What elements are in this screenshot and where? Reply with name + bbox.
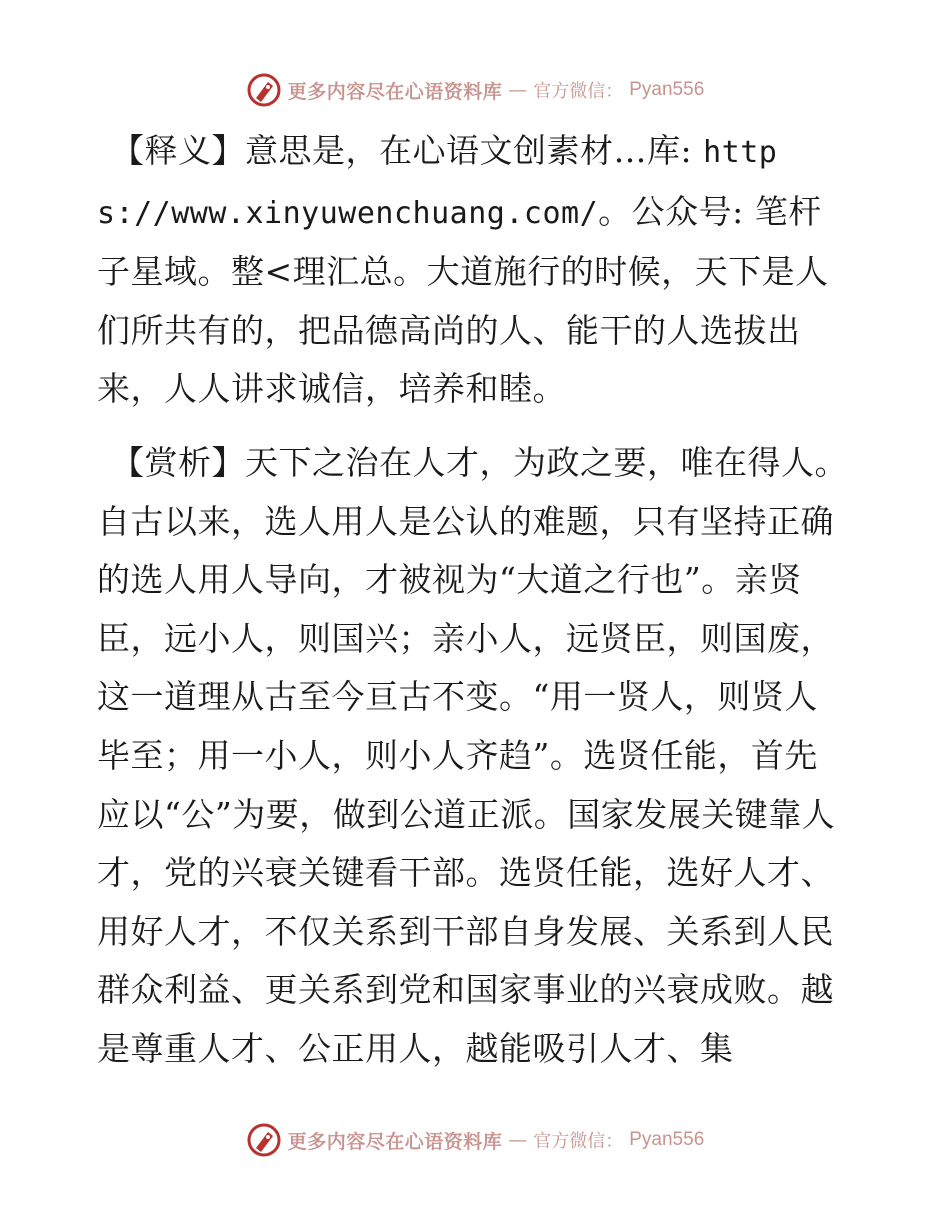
page-footer [0,1120,950,1160]
document-body [97,122,849,1079]
pen-logo-icon [246,72,282,108]
footer-banner-text: 更多内容尽在心语资料库 [287,1130,503,1153]
paragraph-2-text: 人。自古以来，选人用人是公认的难题，只有坚持正确的选人用人导向，才被视为“大道之行也”。亲贤臣，远小人，则国兴；亲小人，远贤臣，则国废，这一道理从古至今亘古不变。“用一贤人，则贤人毕至；用一小人，则小人齐趋”。选贤任能，首先应以“公”为要，做到公道正派。国家发展关键靠人才，党的兴衰关键看干部。选贤任能，选好人才、用好人才，不仅关系到干部自身发展、关系到人民群众利益、更关系到党和国家事业的兴衰成败。越是尊重人才、公正用人，越能吸引人才、集 [97,442,848,1068]
paragraph-analysis [97,434,849,1079]
header-separator: — [508,79,528,101]
header-banner-text: 更多内容尽在心语资料库 [287,80,503,103]
paragraph-2-lead: 【赏析】天下之治在人才，为政之要，唯在得 [111,442,781,482]
page-header [0,70,950,110]
website-link[interactable]: https://www.xinyuwenchuang.com/ [97,135,778,231]
footer-contact-label: 官方微信： [533,1131,624,1152]
paragraph-interpretation [97,122,849,419]
footer-contact-id: Pyan556 [629,1129,705,1150]
pen-logo-icon [246,1122,282,1158]
header-contact-label: 官方微信： [533,81,624,102]
paragraph-1-lead: 【释义】意思是，在心语文创素材…库: [111,131,693,170]
paragraph-1-text: 。公众号: 笔杆子星域。整<理汇总。大道施行的时候，天下是人们所共有的，把品德高尚的人、能干的人选拔出来，人人讲求诚信，培养和睦。 [97,191,829,409]
header-contact-id: Pyan556 [629,79,705,100]
footer-separator: — [508,1129,528,1151]
